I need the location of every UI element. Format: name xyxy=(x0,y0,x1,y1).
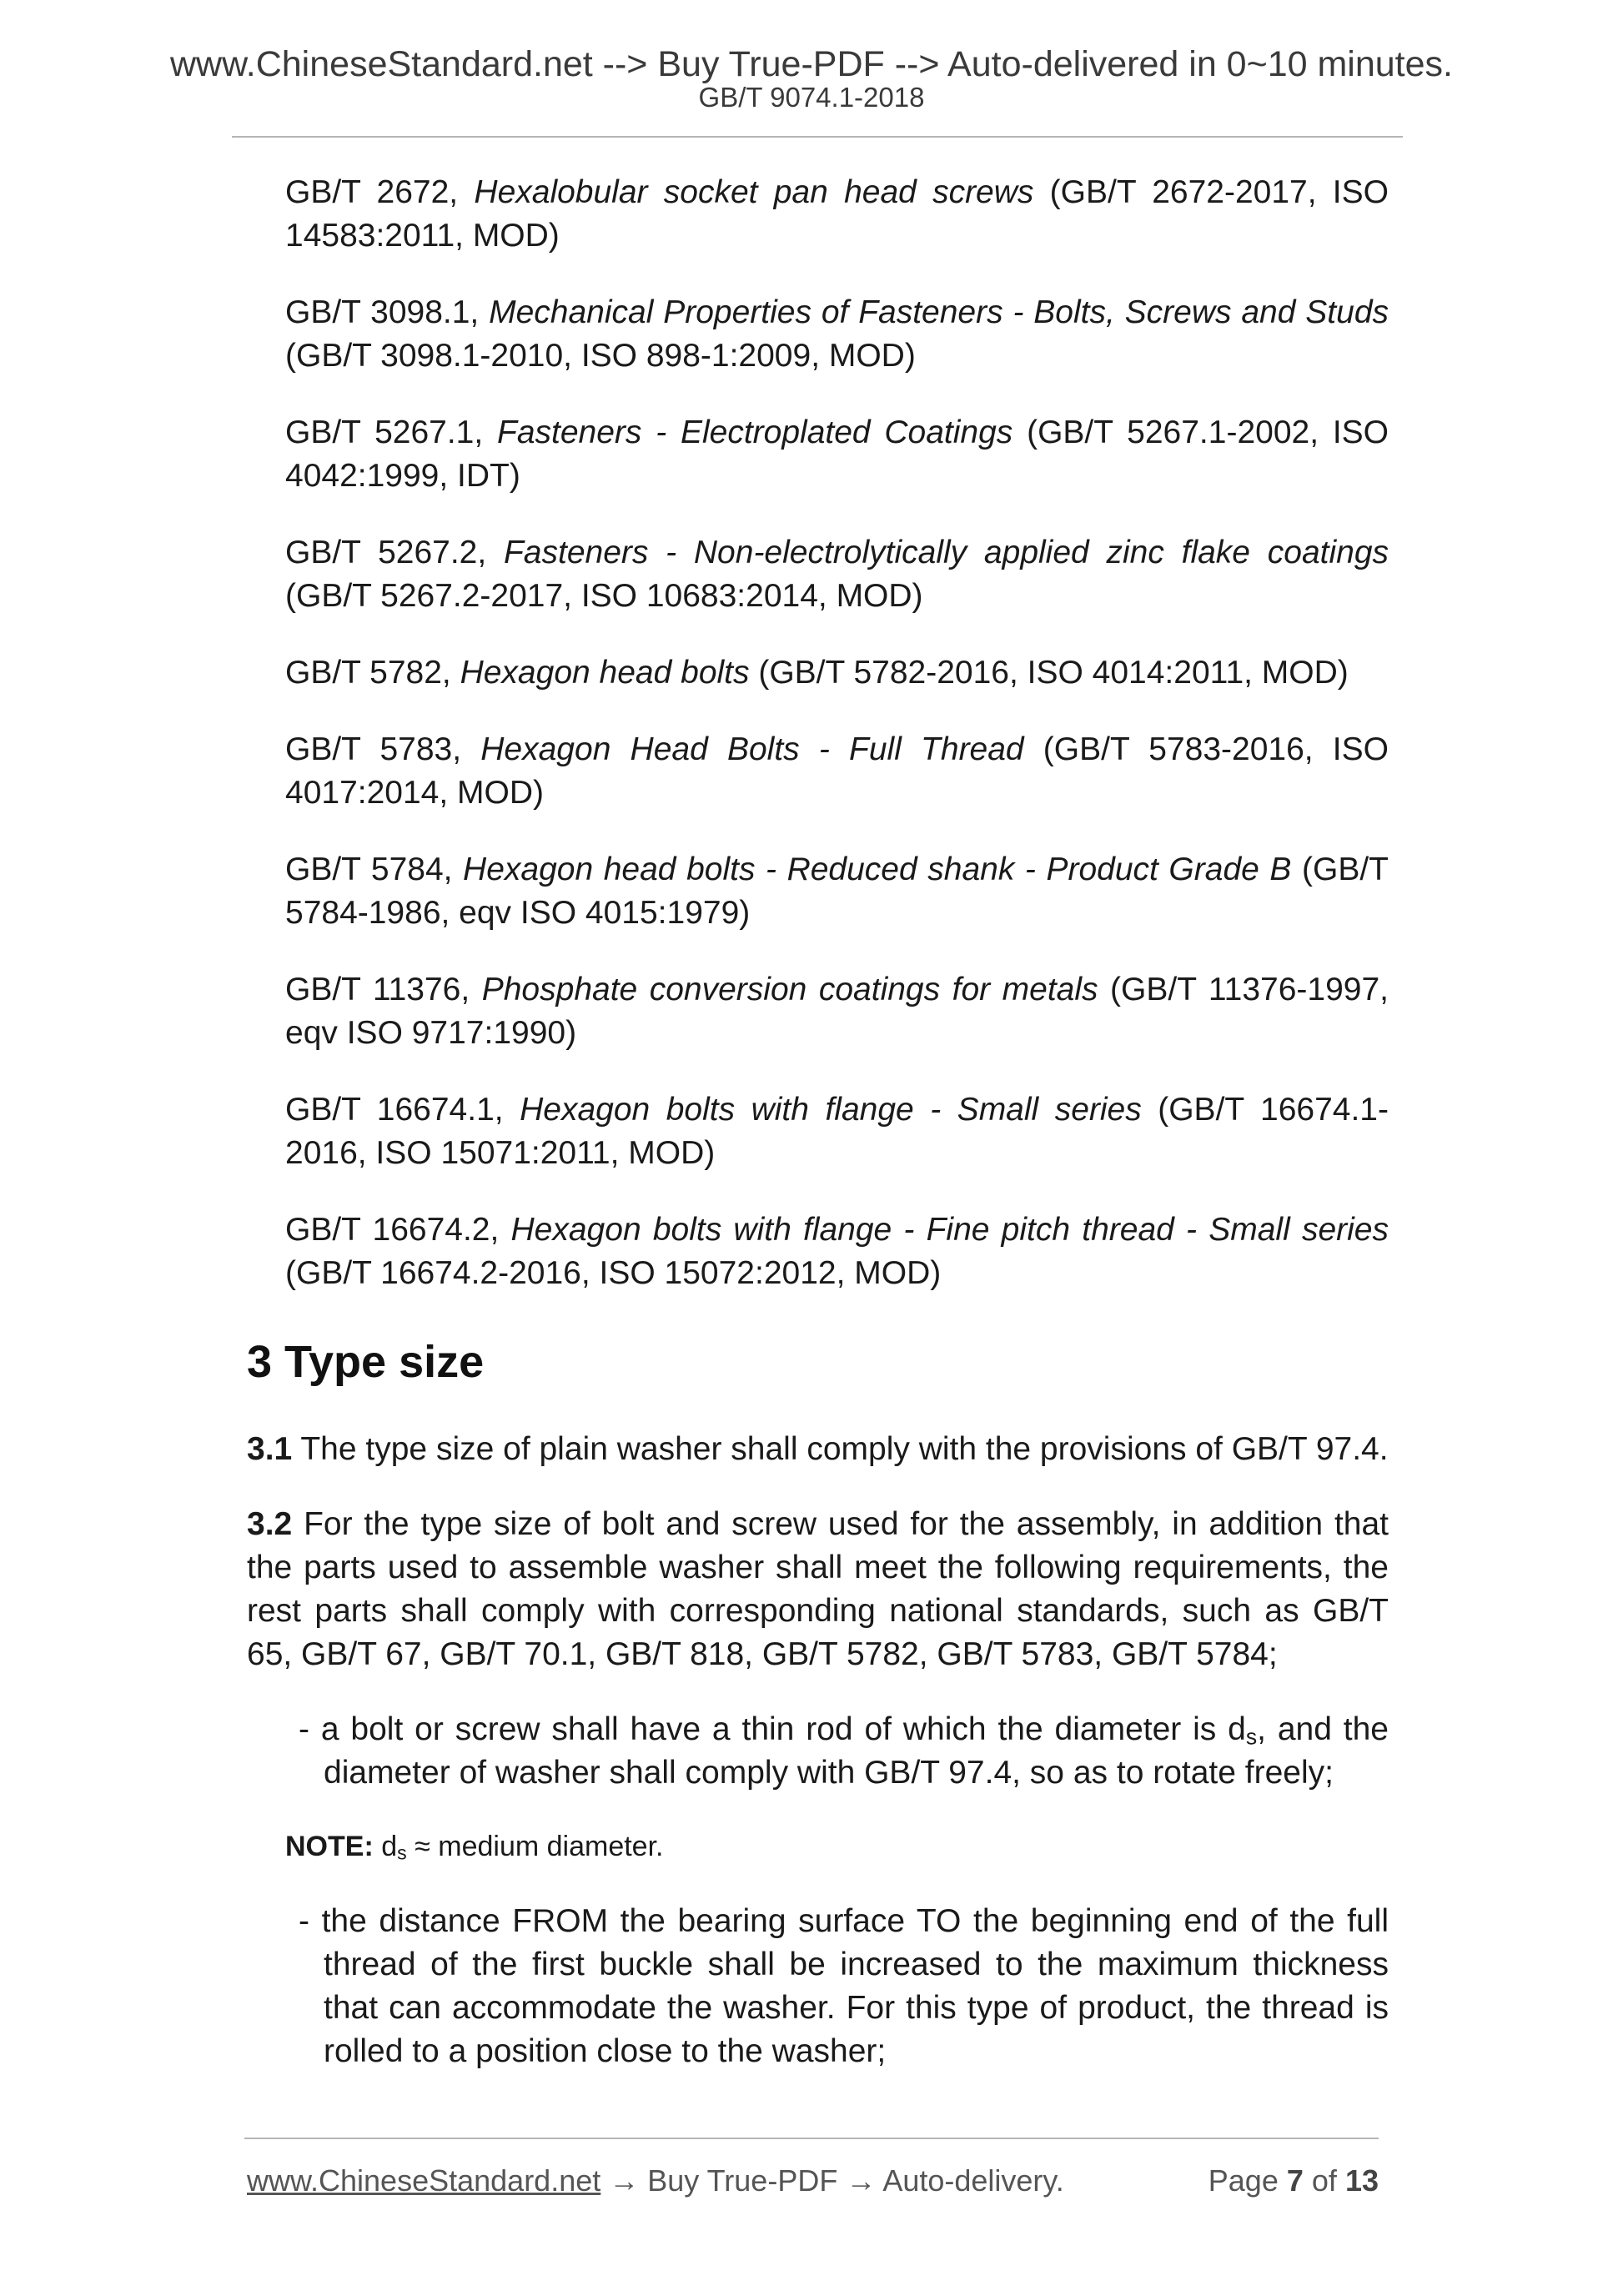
clause-3-1 xyxy=(247,1428,1389,1471)
page-of-label: of xyxy=(1311,2163,1337,2198)
note-label: NOTE: xyxy=(285,1831,374,1862)
reference-item xyxy=(285,968,1389,1055)
reference-code: GB/T 2672, xyxy=(285,174,475,210)
note xyxy=(285,1826,1389,1866)
reference-title: Fasteners - Non-electrolytically applied zinc flake coatings xyxy=(503,535,1389,570)
page-number: 7 xyxy=(1286,2163,1304,2198)
reference-source: (GB/T 5782-2016, ISO 4014:2011, MOD) xyxy=(749,655,1349,691)
footer-promo-text: → Buy True-PDF → Auto-delivery. xyxy=(600,2163,1064,2198)
note-text: d xyxy=(373,1831,398,1862)
section-heading: 3 Type size xyxy=(247,1337,485,1387)
reference-code: GB/T 11376, xyxy=(285,972,482,1007)
page-indicator xyxy=(1208,2160,1379,2202)
reference-title: Mechanical Properties of Fasteners - Bolts, Screws and Studs xyxy=(489,294,1389,330)
reference-title: Phosphate conversion coatings for metals xyxy=(481,972,1098,1007)
section-type-size xyxy=(247,1333,1389,2105)
clause-number: 3.2 xyxy=(247,1506,293,1542)
reference-code: GB/T 5267.1, xyxy=(285,414,497,450)
page-label: Page xyxy=(1208,2163,1279,2198)
header-banner: www.ChineseStandard.net --> Buy True-PDF --> Auto-delivered in 0~10 minutes. xyxy=(169,44,1453,84)
reference-title: Hexagon head bolts - Reduced shank - Product Grade B xyxy=(463,852,1292,887)
requirement-text: , and the diameter of washer shall comply with GB/T 97.4, so as to rotate freely; xyxy=(324,1711,1389,1791)
reference-code: GB/T 16674.1, xyxy=(285,1092,520,1128)
reference-code: GB/T 16674.2, xyxy=(285,1212,511,1248)
reference-title: Hexagon bolts with flange - Fine pitch thread - Small series xyxy=(510,1212,1389,1248)
clause-3-2 xyxy=(247,1503,1389,1676)
note-text: ≈ medium diameter. xyxy=(406,1831,664,1862)
clause-text: The type size of plain washer shall comply with the provisions of GB/T 97.4. xyxy=(292,1431,1389,1467)
reference-source: (GB/T 11376-1997, eqv ISO 9717:1990) xyxy=(285,972,1389,1051)
reference-title: Hexagon head bolts xyxy=(460,655,750,691)
reference-title: Hexalobular socket pan head screws xyxy=(474,174,1034,210)
page-total: 13 xyxy=(1344,2163,1379,2198)
footer-divider xyxy=(244,2138,1379,2139)
reference-item xyxy=(285,1208,1389,1295)
reference-source: (GB/T 3098.1-2010, ISO 898-1:2009, MOD) xyxy=(285,338,916,374)
reference-source: (GB/T 16674.2-2016, ISO 15072:2012, MOD) xyxy=(285,1255,942,1291)
reference-item xyxy=(285,171,1389,258)
reference-title: Fasteners - Electroplated Coatings xyxy=(497,414,1013,450)
footer-promo xyxy=(247,2160,1064,2202)
reference-item xyxy=(285,728,1389,815)
reference-item xyxy=(285,848,1389,935)
reference-source: (GB/T 2672-2017, ISO 14583:2011, MOD) xyxy=(285,174,1389,254)
clause-number: 3.1 xyxy=(247,1431,293,1467)
subscript: s xyxy=(1245,1724,1258,1750)
reference-source: (GB/T 5783-2016, ISO 4017:2014, MOD) xyxy=(285,731,1389,811)
reference-source: (GB/T 5267.2-2017, ISO 10683:2014, MOD) xyxy=(285,578,923,614)
requirement-item xyxy=(285,1708,1389,1795)
reference-item xyxy=(285,411,1389,498)
reference-code: GB/T 3098.1, xyxy=(285,294,490,330)
reference-item xyxy=(285,651,1389,695)
reference-code: GB/T 5267.2, xyxy=(285,535,504,570)
reference-code: GB/T 5783, xyxy=(285,731,481,767)
reference-source: (GB/T 5784-1986, eqv ISO 4015:1979) xyxy=(285,852,1389,931)
reference-code: GB/T 5782, xyxy=(285,655,460,691)
requirement-text: - a bolt or screw shall have a thin rod of which the diameter is d xyxy=(299,1711,1246,1747)
reference-item xyxy=(285,1088,1389,1175)
reference-item xyxy=(285,531,1389,618)
reference-title: Hexagon Head Bolts - Full Thread xyxy=(480,731,1024,767)
reference-item xyxy=(285,291,1389,378)
header-divider xyxy=(232,136,1403,138)
normative-references-list xyxy=(285,171,1389,1329)
reference-source: (GB/T 16674.1-2016, ISO 15071:2011, MOD) xyxy=(285,1092,1389,1171)
subscript: s xyxy=(397,1841,407,1864)
requirement-item: - the distance FROM the bearing surface TO the beginning end of the full thread of the first buckle shall be increased to the maximum thickness that can accommodate the washer. For this type of product, the thread is rolled to a position close to the washer; xyxy=(299,1903,1389,2069)
reference-code: GB/T 5784, xyxy=(285,852,464,887)
website-link[interactable]: www.ChineseStandard.net xyxy=(247,2163,601,2198)
document-id: GB/T 9074.1-2018 xyxy=(698,82,925,113)
reference-title: Hexagon bolts with flange - Small series xyxy=(520,1092,1142,1128)
clause-text: For the type size of bolt and screw used for the assembly, in addition that the parts used to assemble washer shall meet the following requirements, the rest parts shall comply with corresponding national standards, such as GB/T 65, GB/T 67, GB/T 70.1, GB/T 818, GB/T 5782, GB/T 5783, GB/T 5784; xyxy=(247,1506,1389,1672)
page-footer xyxy=(247,2160,1379,2202)
reference-source: (GB/T 5267.1-2002, ISO 4042:1999, IDT) xyxy=(285,414,1389,494)
